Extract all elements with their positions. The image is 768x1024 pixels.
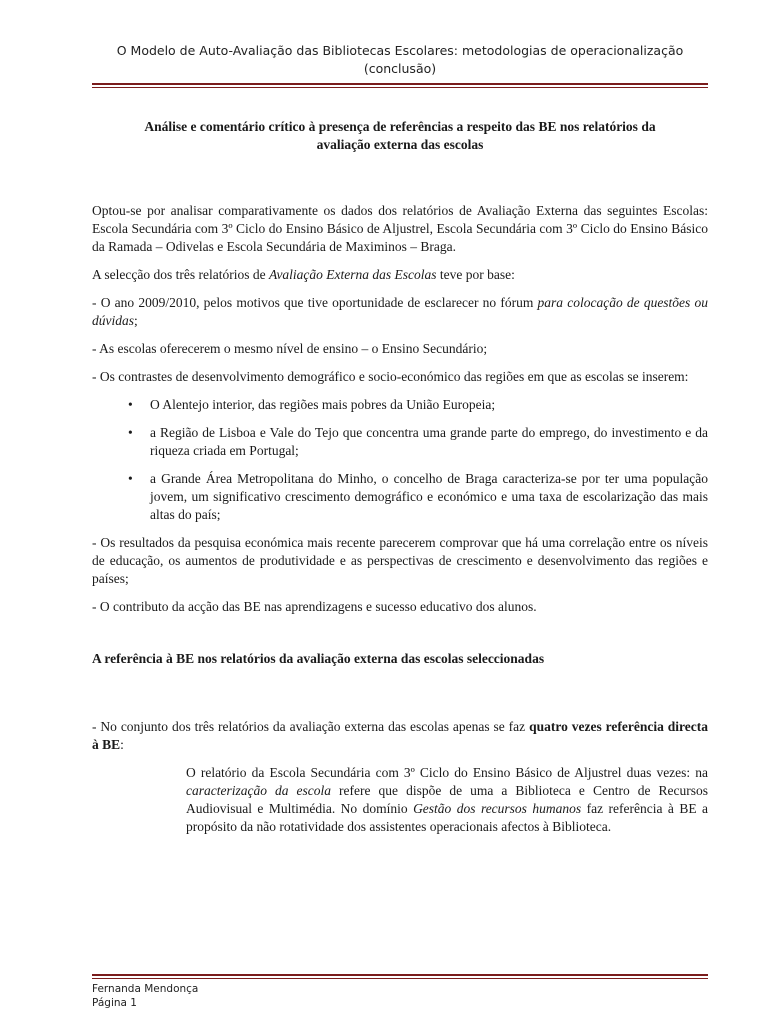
bullet-icon: • <box>128 425 133 440</box>
reason-1-prefix: - O ano 2009/2010, pelos motivos que tive oportunidade de esclarecer no fórum <box>92 295 538 310</box>
indented-quote-paragraph <box>186 764 708 836</box>
quote-part-2: refere que dispõe de uma a Biblioteca e Centro de Recursos Audiovisual e Multimédia. No domínio <box>186 783 708 816</box>
header-line-1: O Modelo de Auto-Avaliação das Bibliotecas Escolares: metodologias de operacionalização <box>116 43 684 58</box>
list-item <box>128 396 708 414</box>
running-header <box>92 42 708 78</box>
intro-paragraph: Optou-se por analisar comparativamente os dados dos relatórios de Avaliação Externa das seguintes Escolas: Escola Secundária com 3º Ciclo do Ensino Básico de Aljustrel, Escola Secundária com 3º Ciclo do Ensino Básico da Ramada – Odivelas e Escola Secundária de Maximinos – Braga. <box>92 203 708 254</box>
selection-italic: Avaliação Externa das Escolas <box>268 267 437 282</box>
count-suffix: : <box>120 737 124 752</box>
document-title <box>92 118 708 154</box>
footer-rule-thick <box>92 974 708 976</box>
selection-paragraph <box>92 266 708 284</box>
selection-suffix: teve por base: <box>436 267 515 282</box>
title-line-1: Análise e comentário crítico à presença de referências a respeito das BE nos relatórios da <box>144 119 656 134</box>
bullet-icon: • <box>128 397 133 412</box>
reason-3-paragraph: - Os contrastes de desenvolvimento demográfico e socio-económico das regiões em que as escolas se inserem: <box>92 369 689 384</box>
list-item-text: a Grande Área Metropolitana do Minho, o concelho de Braga caracteriza-se por ter uma população jovem, um significativo crescimento demográfico e económico e uma taxa de escolarização das mais altas do país; <box>150 471 708 522</box>
reason-1-suffix: ; <box>134 313 138 328</box>
selection-prefix: A selecção dos três relatórios de <box>92 267 269 282</box>
count-bold: quatro vezes referência directa à BE <box>92 719 708 752</box>
section-heading: A referência à BE nos relatórios da avaliação externa das escolas seleccionadas <box>92 651 545 666</box>
quote-part-3: faz referência à BE a propósito da não rotatividade dos assistentes operacionais afectos à Biblioteca. <box>186 801 709 834</box>
page-footer <box>92 982 198 1010</box>
list-item <box>128 470 708 524</box>
footer-page-number: Página 1 <box>92 997 137 1009</box>
list-item-text: a Região de Lisboa e Vale do Tejo que concentra uma grande parte do emprego, do investimento e da riqueza criada em Portugal; <box>150 425 708 458</box>
quote-italic-2: Gestão dos recursos humanos <box>413 801 582 816</box>
header-rule-thin <box>92 87 708 88</box>
list-item <box>128 424 708 460</box>
count-paragraph <box>92 718 708 754</box>
footer-rule-thin <box>92 978 708 979</box>
document-body <box>92 118 708 836</box>
regions-list <box>92 396 708 524</box>
list-item-text: O Alentejo interior, das regiões mais pobres da União Europeia; <box>150 397 496 412</box>
quote-italic-1: caracterização da escola <box>186 783 332 798</box>
reason-2-paragraph: - As escolas oferecerem o mesmo nível de ensino – o Ensino Secundário; <box>92 341 488 356</box>
header-rule-thick <box>92 83 708 85</box>
header-line-2: (conclusão) <box>363 61 437 76</box>
reason-1-paragraph <box>92 294 708 330</box>
count-prefix: - No conjunto dos três relatórios da avaliação externa das escolas apenas se faz <box>92 719 530 734</box>
reason-5-paragraph: - O contributo da acção das BE nas aprendizagens e sucesso educativo dos alunos. <box>92 599 537 614</box>
bullet-icon: • <box>128 471 133 486</box>
footer-author: Fernanda Mendonça <box>92 983 199 995</box>
reason-1-italic: para colocação de questões ou dúvidas <box>92 295 708 328</box>
quote-part-1: O relatório da Escola Secundária com 3º Ciclo do Ensino Básico de Aljustrel duas vezes: na <box>186 765 708 780</box>
title-line-2: avaliação externa das escolas <box>316 137 484 152</box>
reason-4-paragraph: - Os resultados da pesquisa económica mais recente parecerem comprovar que há uma correlação entre os níveis de educação, os aumentos de produtividade e as perspectivas de crescimento e desenvolvimento das regiões e países; <box>92 535 708 586</box>
